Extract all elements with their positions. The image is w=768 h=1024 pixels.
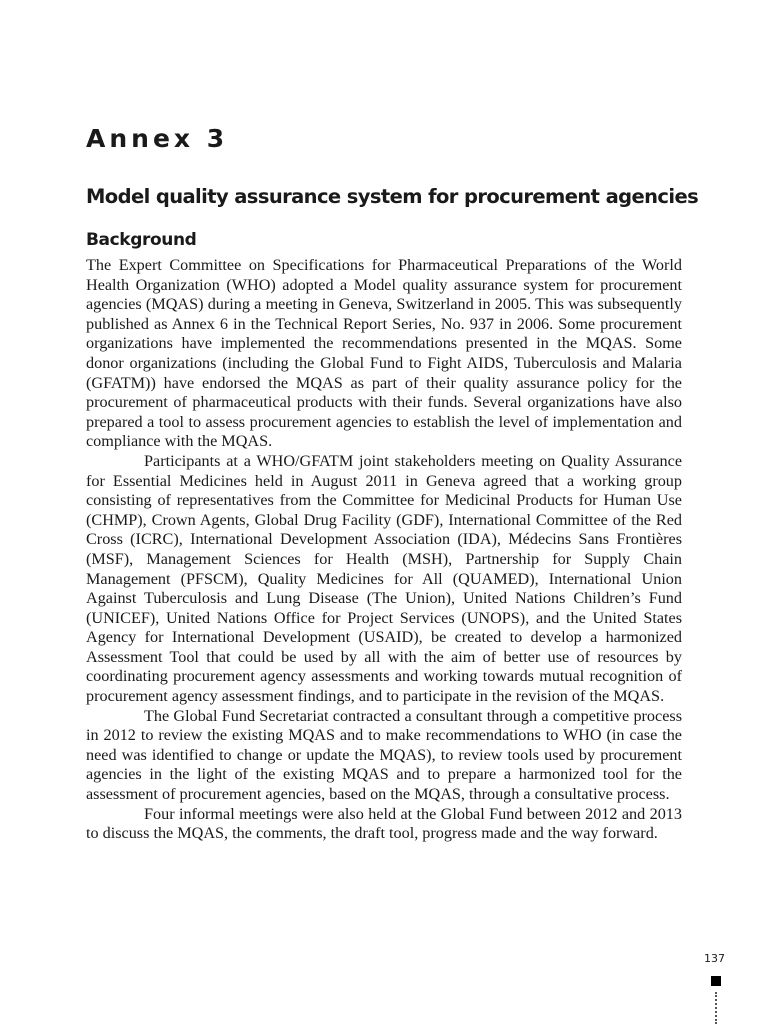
document-title: Model quality assurance system for procurement agencies (86, 185, 699, 208)
page-number: 137 (704, 952, 725, 965)
paragraph-2: Participants at a WHO/GFATM joint stakeholders meeting on Quality Assurance for Essential Medicines held in August 2011 in Geneva agreed that a working group consisting of representatives from the Committee for Medicinal Products for Human Use (CHMP), Crown Agents, Global Drug Facility (GDF), International Committee of the Red Cross (ICRC), International Development Association (IDA), Médecins Sans Frontières (MSF), Management Sciences for Health (MSH), Partnership for Supply Chain Management (PFSCM), Quality Medicines for All (QUAMED), International Union Against Tuberculosis and Lung Disease (The Union), United Nations Children’s Fund (UNICEF), United Nations Office for Project Services (UNOPS), and the United States Agency for International Development (USAID), be created to develop a harmonized Assessment Tool that could be used by all with the aim of better use of resources by coordinating procurement agency assessments and working towards mutual recognition of procurement agency assessment findings, and to participate in the revision of the MQAS. (86, 451, 682, 706)
dotted-edge-line (715, 992, 717, 1024)
section-heading: Background (86, 230, 197, 250)
paragraph-4: Four informal meetings were also held at the Global Fund between 2012 and 2013 to discuss the MQAS, the comments, the draft tool, progress made and the way forward. (86, 804, 682, 843)
page-marker-square (711, 976, 721, 986)
annex-title: Annex 3 (86, 124, 229, 153)
paragraph-3: The Global Fund Secretariat contracted a consultant through a competitive process in 2012 to review the existing MQAS and to make recommendations to WHO (in case the need was identified to change or update the MQAS), to review tools used by procurement agencies in the light of the existing MQAS and to prepare a harmonized tool for the assessment of procurement agencies, based on the MQAS, through a consultative process. (86, 706, 682, 804)
body-text (86, 256, 682, 844)
paragraph-1: The Expert Committee on Specifications for Pharmaceutical Preparations of the World Health Organization (WHO) adopted a Model quality assurance system for procurement agencies (MQAS) during a meeting in Geneva, Switzerland in 2005. This was subsequently published as Annex 6 in the Technical Report Series, No. 937 in 2006. Some procurement organizations have implemented the recommendations presented in the MQAS. Some donor organizations (including the Global Fund to Fight AIDS, Tuberculosis and Malaria (GFATM)) have endorsed the MQAS as part of their quality assurance policy for the procurement of pharmaceutical products with their funds. Several organizations have also prepared a tool to assess procurement agencies to establish the level of implementation and compliance with the MQAS. (86, 256, 682, 451)
